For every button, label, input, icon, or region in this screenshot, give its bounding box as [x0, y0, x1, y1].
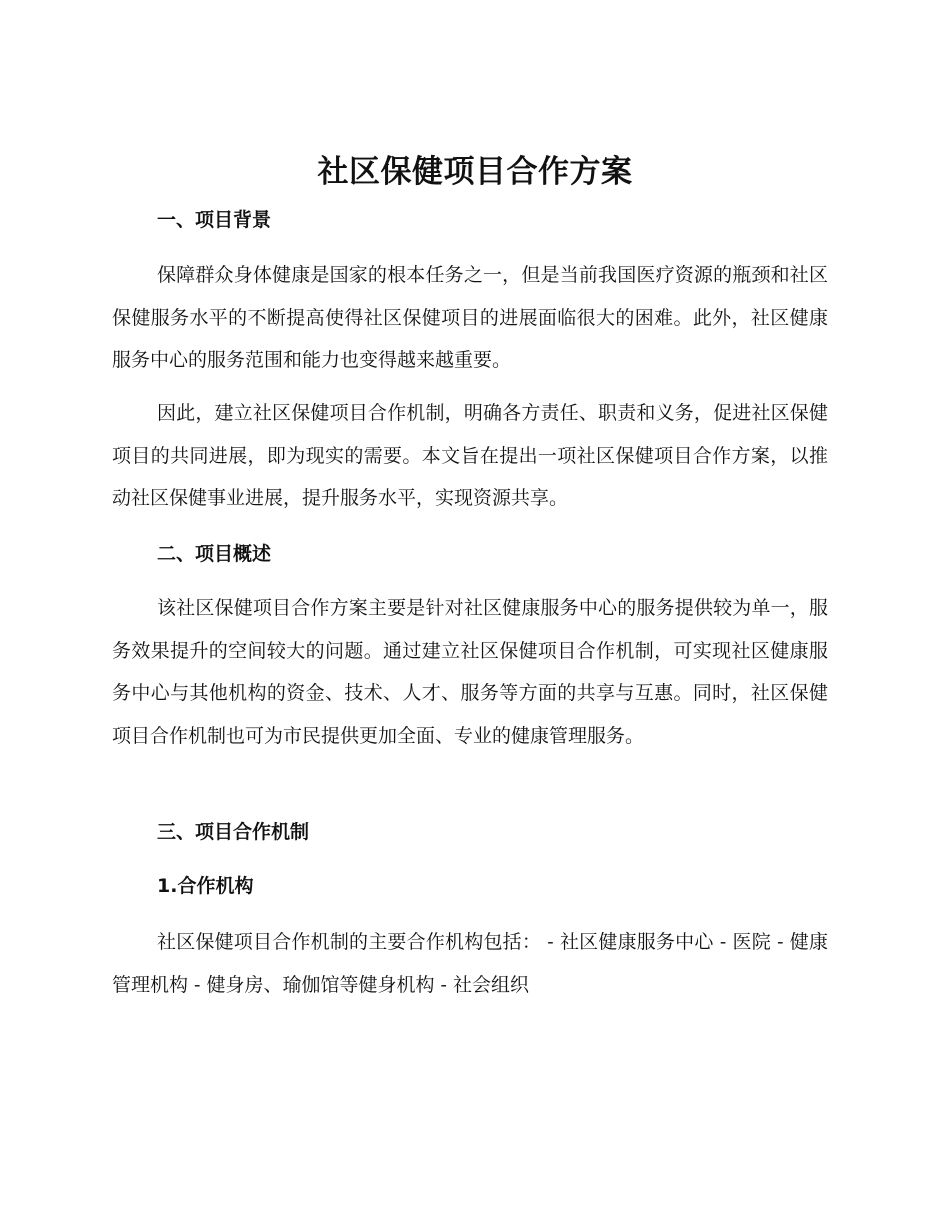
document-title: 社区保健项目合作方案 — [317, 154, 633, 190]
paragraph-background-2: 因此，建立社区保健项目合作机制，明确各方责任、职责和义务，促进社区保健项目的共同进展，即为现实的需要。本文旨在提出一项社区保健项目合作方案，以推动社区保健事业进展，提升服务水平，实现资源共享。 — [112, 402, 828, 509]
subheading-partners: 1.合作机构 — [157, 875, 254, 897]
paragraph-partners-1: 社区保健项目合作机制的主要合作机构包括： - 社区健康服务中心 - 医院 - 健康管理机构 - 健身房、瑜伽馆等健身机构 - 社会组织 — [112, 931, 828, 996]
section-heading-mechanism: 三、项目合作机制 — [157, 821, 310, 843]
section-heading-background: 一、项目背景 — [157, 209, 272, 231]
paragraph-background-1: 保障群众身体健康是国家的根本任务之一，但是当前我国医疗资源的瓶颈和社区保健服务水平的不断提高使得社区保健项目的进展面临很大的困难。此外，社区健康服务中心的服务范围和能力也变得越来越重要。 — [112, 264, 828, 371]
paragraph-overview-1: 该社区保健项目合作方案主要是针对社区健康服务中心的服务提供较为单一，服务效果提升的空间较大的问题。通过建立社区保健项目合作机制，可实现社区健康服务中心与其他机构的资金、技术、人才、服务等方面的共享与互惠。同时，社区保健项目合作机制也可为市民提供更加全面、专业的健康管理服务。 — [112, 597, 828, 747]
section-heading-overview: 二、项目概述 — [157, 543, 272, 565]
